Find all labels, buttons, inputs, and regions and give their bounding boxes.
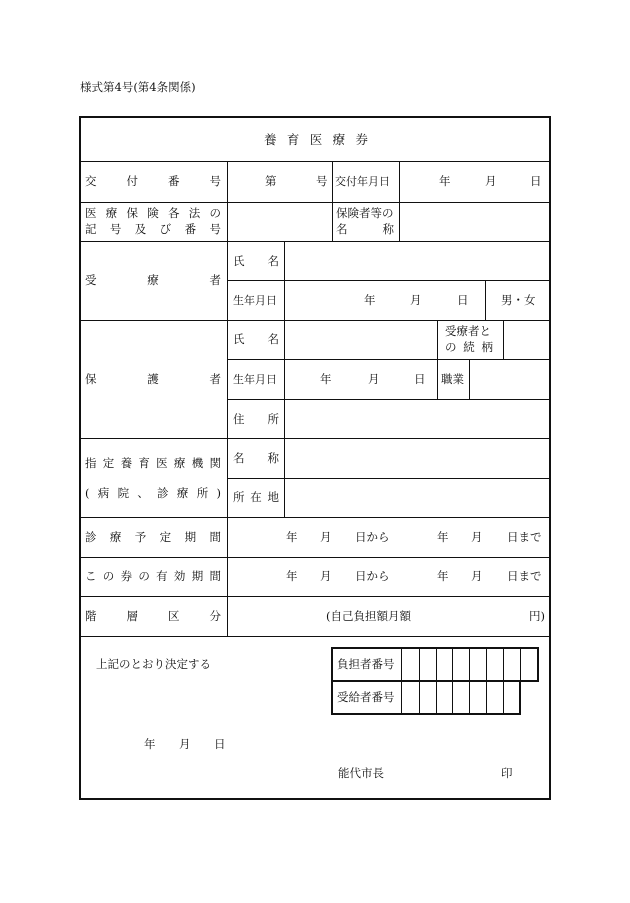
patient-dob-year: 年	[364, 293, 376, 307]
form-title: 養 育 医 療 券	[264, 132, 368, 147]
issue-number-go: 号	[316, 174, 328, 188]
treatment-to-month: 月	[471, 530, 483, 544]
guardian-dob-day: 日	[414, 372, 426, 386]
guardian-label: 保 護 者	[85, 372, 221, 386]
issue-date-month: 月	[485, 174, 497, 188]
guardian-relation-line2: の 続 柄	[445, 340, 493, 354]
column-divider	[437, 320, 438, 399]
payer-number-label: 負担者番号	[337, 657, 395, 671]
row-divider	[80, 636, 551, 637]
guardian-dob-month: 月	[368, 372, 380, 386]
decision-statement: 上記のとおり決定する	[96, 657, 211, 671]
row-divider	[227, 359, 551, 360]
patient-dob-day: 日	[457, 293, 469, 307]
validity-to-month: 月	[471, 569, 483, 583]
form-number-label: 様式第4号(第4条関係)	[80, 80, 196, 94]
digit-cell-divider	[503, 648, 504, 714]
column-divider	[284, 241, 285, 517]
row-divider	[80, 557, 551, 558]
guardian-occupation-label: 職業	[441, 372, 464, 386]
row-divider	[80, 202, 551, 203]
digit-cell-divider	[520, 648, 521, 681]
row-divider	[227, 280, 551, 281]
issue-number-dai: 第	[265, 174, 277, 188]
digit-cell-divider	[436, 648, 437, 714]
treatment-from-day: 日から	[355, 530, 390, 544]
patient-name-label: 氏 名	[233, 254, 279, 268]
decision-date-day: 日	[214, 737, 226, 751]
recipient-number-label: 受給者番号	[337, 690, 395, 704]
digit-cell-divider	[486, 648, 487, 714]
column-divider	[485, 280, 486, 320]
seal-mark: 印	[501, 766, 513, 780]
patient-dob-month: 月	[410, 293, 422, 307]
guardian-dob-label: 生年月日	[233, 373, 277, 386]
row-divider	[227, 478, 551, 479]
validity-to-day: 日まで	[507, 569, 542, 583]
issue-date-label: 交付年月日	[335, 175, 390, 188]
institution-label-line2: ( 病 院 、 診 療 所 )	[85, 486, 221, 500]
patient-dob-label: 生年月日	[233, 294, 277, 307]
insurance-label-line1: 医 療 保 険 各 法 の	[85, 206, 221, 220]
institution-name-label: 名 称	[233, 451, 279, 465]
row-divider	[80, 241, 551, 242]
row-divider	[80, 161, 551, 162]
validity-from-month: 月	[320, 569, 332, 583]
mayor-title: 能代市長	[338, 766, 384, 780]
guardian-name-label: 氏 名	[233, 332, 279, 346]
column-divider	[503, 320, 504, 359]
patient-sex: 男・女	[501, 293, 536, 307]
decision-date-month: 月	[179, 737, 191, 751]
digit-cell-divider	[469, 648, 470, 714]
treatment-from-month: 月	[320, 530, 332, 544]
column-divider	[399, 161, 400, 241]
treatment-period-label: 診 療 予 定 期 間	[85, 530, 221, 544]
guardian-dob-year: 年	[320, 372, 332, 386]
row-divider	[80, 320, 551, 321]
row-divider	[80, 596, 551, 597]
patient-label: 受 療 者	[85, 273, 221, 287]
guardian-relation-line1: 受療者と	[445, 324, 491, 338]
issue-date-day: 日	[530, 174, 542, 188]
bracket-amount-label: (自己負担額月額	[326, 609, 411, 623]
row-divider	[80, 438, 551, 439]
digit-cell-divider	[452, 648, 453, 714]
bracket-label: 階 層 区 分	[85, 609, 221, 623]
column-divider	[469, 359, 470, 399]
digit-cell-divider	[419, 648, 420, 714]
validity-period-label: こ の 券 の 有 効 期 間	[85, 569, 221, 583]
row-divider	[80, 517, 551, 518]
number-box-divider	[401, 648, 402, 714]
validity-to-year: 年	[437, 569, 449, 583]
guardian-address-label: 住 所	[233, 412, 279, 426]
validity-from-day: 日から	[355, 569, 390, 583]
issue-date-year: 年	[439, 174, 451, 188]
institution-label-line1: 指 定 養 育 医 療 機 関	[85, 456, 221, 470]
insurance-label-line2: 記 号 及 び 番 号	[85, 222, 221, 236]
column-divider	[332, 161, 333, 241]
insurer-label-line2: 名 称	[336, 222, 394, 236]
decision-date-year: 年	[144, 737, 156, 751]
row-divider	[227, 399, 551, 400]
column-divider	[227, 161, 228, 636]
bracket-amount-unit: 円)	[529, 609, 545, 623]
issue-number-label: 交 付 番 号	[85, 174, 221, 188]
treatment-from-year: 年	[286, 530, 298, 544]
institution-location-label: 所 在 地	[233, 490, 279, 504]
treatment-to-year: 年	[437, 530, 449, 544]
treatment-to-day: 日まで	[507, 530, 542, 544]
insurer-label-line1: 保険者等の	[336, 206, 394, 220]
validity-from-year: 年	[286, 569, 298, 583]
